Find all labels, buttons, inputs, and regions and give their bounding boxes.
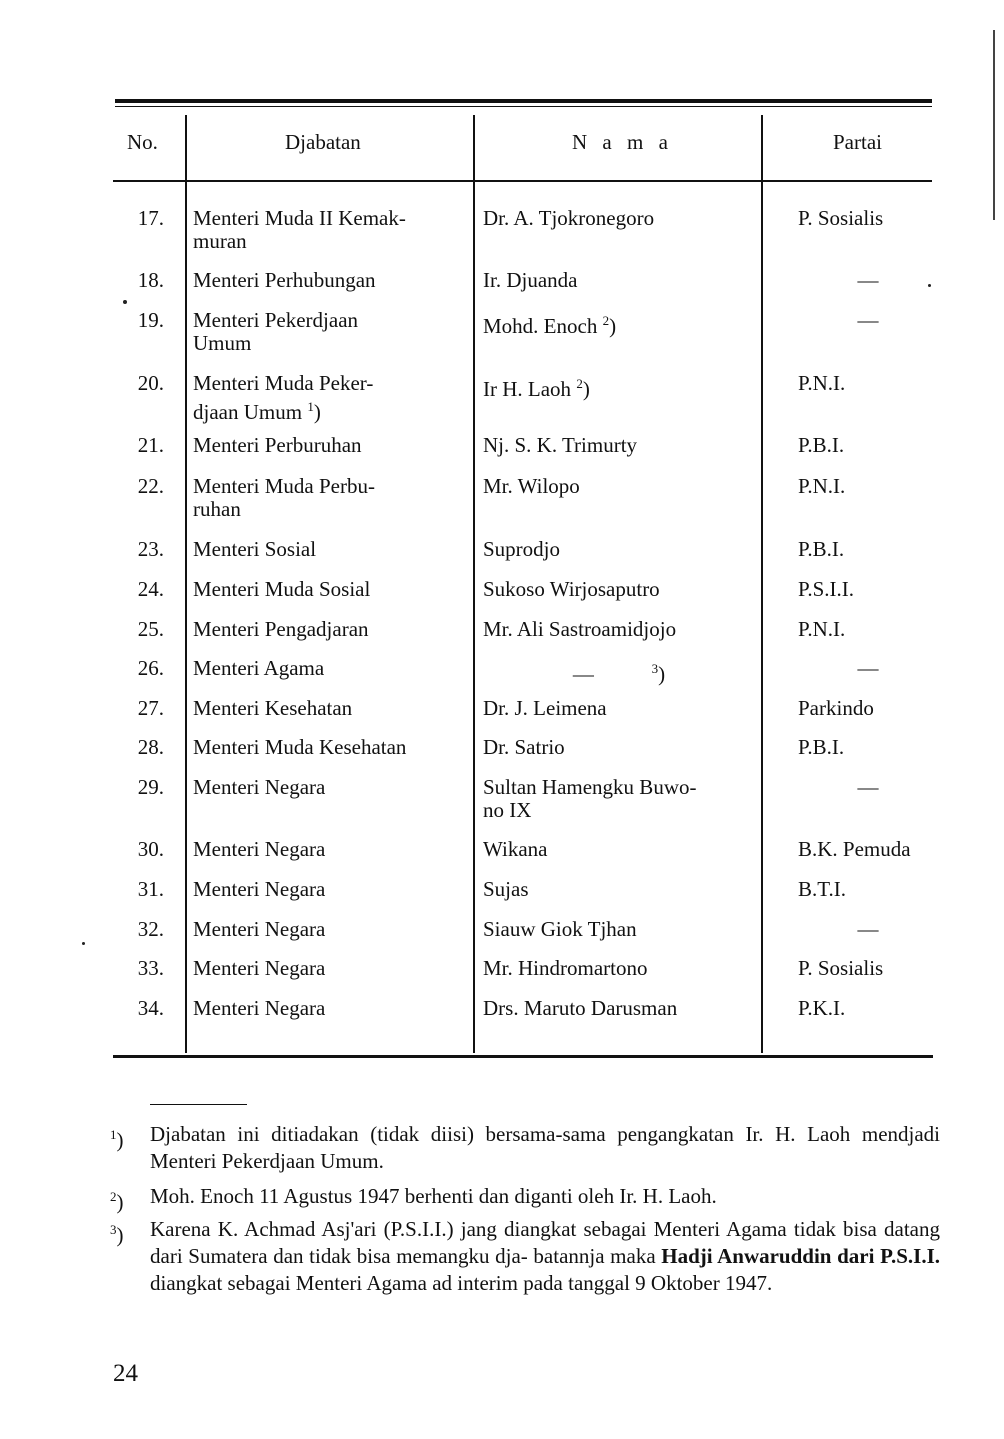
row-nama: Sukoso Wirjosaputro [483, 577, 660, 601]
row-djabatan: Menteri Agama [193, 656, 325, 680]
table-top-rule [115, 99, 932, 103]
row-partai: P.N.I. [798, 474, 846, 498]
row-partai: — [857, 775, 879, 799]
row-number: 23. [137, 537, 164, 561]
row-nama: Ir. Djuanda [483, 268, 578, 292]
row-djabatan: Menteri Pekerdjaan Umum [193, 308, 359, 355]
table-row [0, 269, 1004, 309]
row-partai: P. Sosialis [798, 206, 884, 230]
table-row [0, 997, 1004, 1037]
row-nama: Mr. Hindromartono [483, 956, 648, 980]
row-djabatan: Menteri Negara [193, 837, 326, 861]
footnote-bold-name: Hadji Anwaruddin dari P.S.I.I. [661, 1244, 940, 1268]
table-header-rule [113, 180, 932, 182]
footnote-text: Karena K. Achmad Asj'ari (P.S.I.I.) jang diangkat sebagai Menteri Agama tidak bisa datang dari Sumatera dan tidak bisa memangku dja- batannja maka Hadji Anwaruddin dari P.S.I.I. diangkat sebagai Menteri Agama ad interim pada tanggal 9 Oktober 1947. [150, 1217, 940, 1295]
row-number: 22. [137, 474, 164, 498]
table-row [0, 434, 1004, 474]
row-number: 34. [137, 996, 164, 1020]
row-djabatan: Menteri Negara [193, 877, 326, 901]
row-djabatan: Menteri Negara [193, 956, 326, 980]
table-bottom-rule [113, 1055, 933, 1058]
row-nama: — $^3$) [572, 661, 666, 686]
row-djabatan: Menteri Kesehatan [193, 696, 353, 720]
row-djabatan: Menteri Pengadjaran [193, 617, 369, 641]
row-number: 31. [137, 877, 164, 901]
row-partai: P.N.I. [798, 617, 846, 641]
row-djabatan: Menteri Muda II Kemak- muran [193, 206, 406, 253]
footnote-mark: $^2$) [110, 1189, 124, 1214]
row-partai: B.T.I. [798, 877, 847, 901]
scan-speck [123, 300, 127, 304]
row-partai: P.B.I. [798, 537, 845, 561]
row-partai: — [857, 308, 879, 332]
table-row [0, 474, 1004, 521]
row-djabatan: Menteri Muda Peker- djaan Umum $^1$) [193, 371, 374, 424]
row-nama: Mohd. Enoch $^2$) [483, 313, 617, 338]
row-number: 25. [137, 617, 164, 641]
row-number: 32. [137, 917, 164, 941]
footnote-ref: 1 [307, 399, 314, 414]
row-number: 27. [137, 696, 164, 720]
table-row [0, 918, 1004, 958]
row-number: 33. [137, 956, 164, 980]
header-no: No. [127, 130, 158, 154]
scan-speck [82, 942, 85, 945]
footnote-ref: 3 [651, 661, 659, 676]
row-partai: P. Sosialis [798, 956, 884, 980]
row-djabatan: Menteri Negara [193, 917, 326, 941]
row-partai: P.B.I. [798, 433, 845, 457]
row-number: 30. [137, 837, 164, 861]
row-nama: Ir H. Laoh $^2$) [483, 376, 590, 401]
row-nama: Dr. A. Tjokronegoro [483, 206, 655, 230]
row-partai: P.N.I. [798, 371, 846, 395]
row-nama: Drs. Maruto Darusman [483, 996, 678, 1020]
row-djabatan: Menteri Negara [193, 775, 326, 799]
row-number: 17. [137, 206, 164, 230]
row-partai: P.S.I.I. [798, 577, 855, 601]
row-nama: Sujas [483, 877, 529, 901]
table-row [0, 618, 1004, 658]
table-row [0, 578, 1004, 618]
header-djabatan: Djabatan [285, 130, 361, 154]
row-number: 18. [137, 268, 164, 292]
footnote-text: Djabatan ini ditiadakan (tidak diisi) bersama-sama pengangkatan Ir. H. Laoh mendjadi Menteri Pekerdjaan Umum. [150, 1122, 940, 1173]
row-number: 19. [137, 308, 164, 332]
row-nama: Mr. Ali Sastroamidjojo [483, 617, 677, 641]
row-partai: — [857, 268, 879, 292]
table-row [0, 878, 1004, 918]
table-row [0, 538, 1004, 578]
row-djabatan: Menteri Perburuhan [193, 433, 362, 457]
row-partai: — [857, 656, 879, 680]
row-number: 29. [137, 775, 164, 799]
row-partai: — [857, 917, 879, 941]
row-nama: Wikana [483, 837, 548, 861]
table-row [0, 697, 1004, 737]
row-djabatan: Menteri Perhubungan [193, 268, 376, 292]
row-nama: Siauw Giok Tjhan [483, 917, 637, 941]
table-top-rule-thin [115, 106, 932, 107]
row-number: 20. [137, 371, 164, 395]
footnote-mark: $^3$) [110, 1222, 124, 1247]
row-number: 24. [137, 577, 164, 601]
table-row [0, 371, 1004, 424]
row-nama: Mr. Wilopo [483, 474, 580, 498]
row-djabatan: Menteri Muda Kesehatan [193, 735, 407, 759]
header-nama: N a m a [572, 130, 673, 154]
row-nama: Dr. J. Leimena [483, 696, 607, 720]
row-djabatan: Menteri Muda Sosial [193, 577, 371, 601]
row-number: 26. [137, 656, 164, 680]
row-nama: Dr. Satrio [483, 735, 565, 759]
page-number: 24 [113, 1360, 138, 1387]
table-row [0, 957, 1004, 997]
footnote-text: Moh. Enoch 11 Agustus 1947 berhenti dan diganti oleh Ir. H. Laoh. [150, 1184, 717, 1208]
row-partai: Parkindo [798, 696, 874, 720]
row-number: 28. [137, 735, 164, 759]
table-row [0, 838, 1004, 878]
row-djabatan: Menteri Muda Perbu- ruhan [193, 474, 375, 521]
table-row [0, 206, 1004, 253]
row-nama: Nj. S. K. Trimurty [483, 433, 638, 457]
table-row [0, 775, 1004, 822]
table-row [0, 736, 1004, 776]
scan-speck [928, 284, 931, 287]
footnote-ref: 2 [576, 376, 583, 391]
footnote-separator [150, 1104, 247, 1105]
row-partai: B.K. Pemuda [798, 837, 911, 861]
row-number: 21. [137, 433, 164, 457]
table-row [0, 308, 1004, 355]
table-row [0, 657, 1004, 697]
footnote-ref: 2 [602, 313, 610, 328]
row-partai: P.K.I. [798, 996, 846, 1020]
header-partai: Partai [833, 130, 882, 154]
row-nama: Sultan Hamengku Buwo- no IX [483, 775, 697, 822]
row-nama: Suprodjo [483, 537, 561, 561]
scan-edge-line [993, 30, 995, 220]
footnote-mark: $^1$) [110, 1127, 124, 1152]
row-djabatan: Menteri Sosial [193, 537, 317, 561]
row-partai: P.B.I. [798, 735, 845, 759]
row-djabatan: Menteri Negara [193, 996, 326, 1020]
